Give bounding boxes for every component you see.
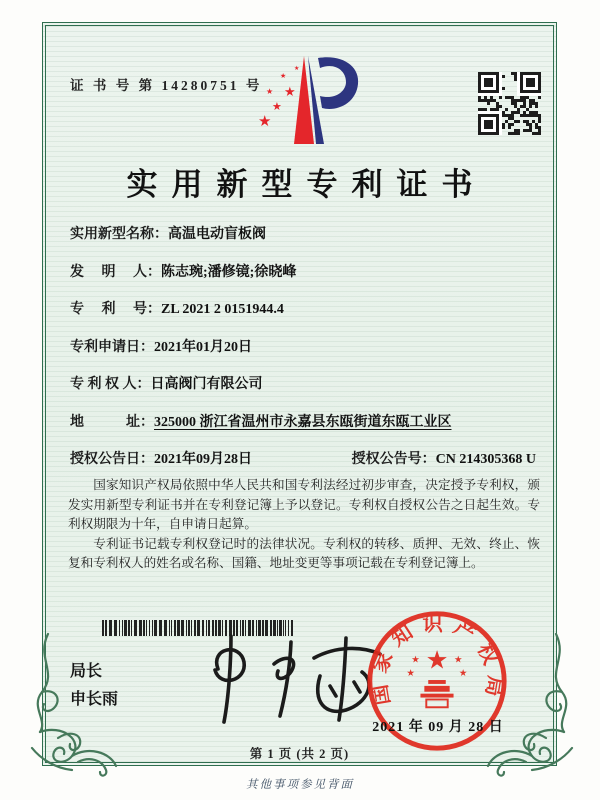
reverse-side-note: 其他事项参见背面 (246, 779, 354, 791)
field-list (70, 224, 540, 487)
seal-date: 2021 年 09 月 28 日 (372, 720, 504, 735)
field-label: 专 利 权 人： (70, 377, 151, 392)
grant-date-label: 授权公告日： (70, 452, 154, 467)
field-label: 专利申请日： (70, 339, 154, 355)
corner-flourish-icon (476, 628, 586, 778)
legal-paragraph-2: 专利证书记载专利权登记时的法律状况。专利权的转移、质押、无效、终止、恢复和专利权人的姓名或名称、国籍、地址变更等事项记载在专利登记簿上。 (68, 536, 540, 571)
svg-text:★: ★ (272, 101, 282, 113)
svg-text:★: ★ (280, 72, 287, 80)
legal-paragraph-1: 国家知识产权局依照中华人民共和国专利法经过初步审查，决定授予专利权，颁发实用新型专利证书并在专利登记簿上予以登记。专利权自授权公告之日起生效。专利权期限为十年，自申请日起算。 (68, 478, 540, 532)
svg-text:★: ★ (411, 654, 420, 666)
certificate-title: 实用新型专利证书 (126, 167, 487, 202)
svg-text:★: ★ (284, 84, 296, 99)
signer-role: 局长 (70, 663, 103, 680)
svg-text:★: ★ (294, 66, 300, 72)
field-value: ZL 2021 2 0151944.4 (161, 302, 284, 317)
grant-no-value: CN 214305368 U (435, 452, 536, 467)
qr-code (478, 72, 541, 135)
svg-text:★: ★ (258, 114, 272, 130)
cnipa-logo-icon (244, 44, 368, 156)
seal-text: 国家知识产权局 (367, 613, 507, 707)
signer-name: 申长雨 (70, 691, 119, 708)
field-label: 发 明 人： (70, 264, 161, 280)
grant-no-label: 授权公告号： (351, 452, 436, 467)
field-row-patentee (70, 374, 540, 396)
field-label: 地 址： (70, 414, 154, 430)
grant-date-value: 2021年09月28日 (154, 452, 252, 467)
field-row-patent-no (70, 299, 540, 321)
field-value: 高温电动盲板阀 (168, 227, 266, 242)
field-row-address (70, 412, 540, 434)
field-row-inventors (70, 262, 540, 284)
svg-text:★: ★ (425, 646, 449, 675)
field-label: 专 利 号： (70, 302, 161, 317)
svg-text:★: ★ (454, 654, 463, 666)
certificate-number: 证 书 号 第 14280751 号 (70, 78, 263, 93)
field-row-grant (70, 449, 540, 471)
field-value: 陈志琬;潘修镜;徐晓峰 (161, 264, 297, 280)
corner-flourish-icon (18, 628, 128, 778)
field-value: 2021年01月20日 (154, 339, 252, 355)
svg-text:★: ★ (406, 668, 416, 680)
field-label: 实用新型名称： (70, 227, 168, 242)
page-number: 第 1 页 (共 2 页) (249, 747, 350, 761)
field-row-filing-date (70, 337, 540, 359)
legal-text (68, 476, 540, 574)
svg-text:★: ★ (458, 668, 468, 680)
field-row-name (70, 224, 540, 246)
svg-text:★: ★ (266, 87, 274, 96)
field-value: 325000 浙江省温州市永嘉县东瓯街道东瓯工业区 (154, 414, 452, 430)
national-emblem-icon (406, 646, 468, 707)
field-value: 日高阀门有限公司 (150, 377, 263, 392)
